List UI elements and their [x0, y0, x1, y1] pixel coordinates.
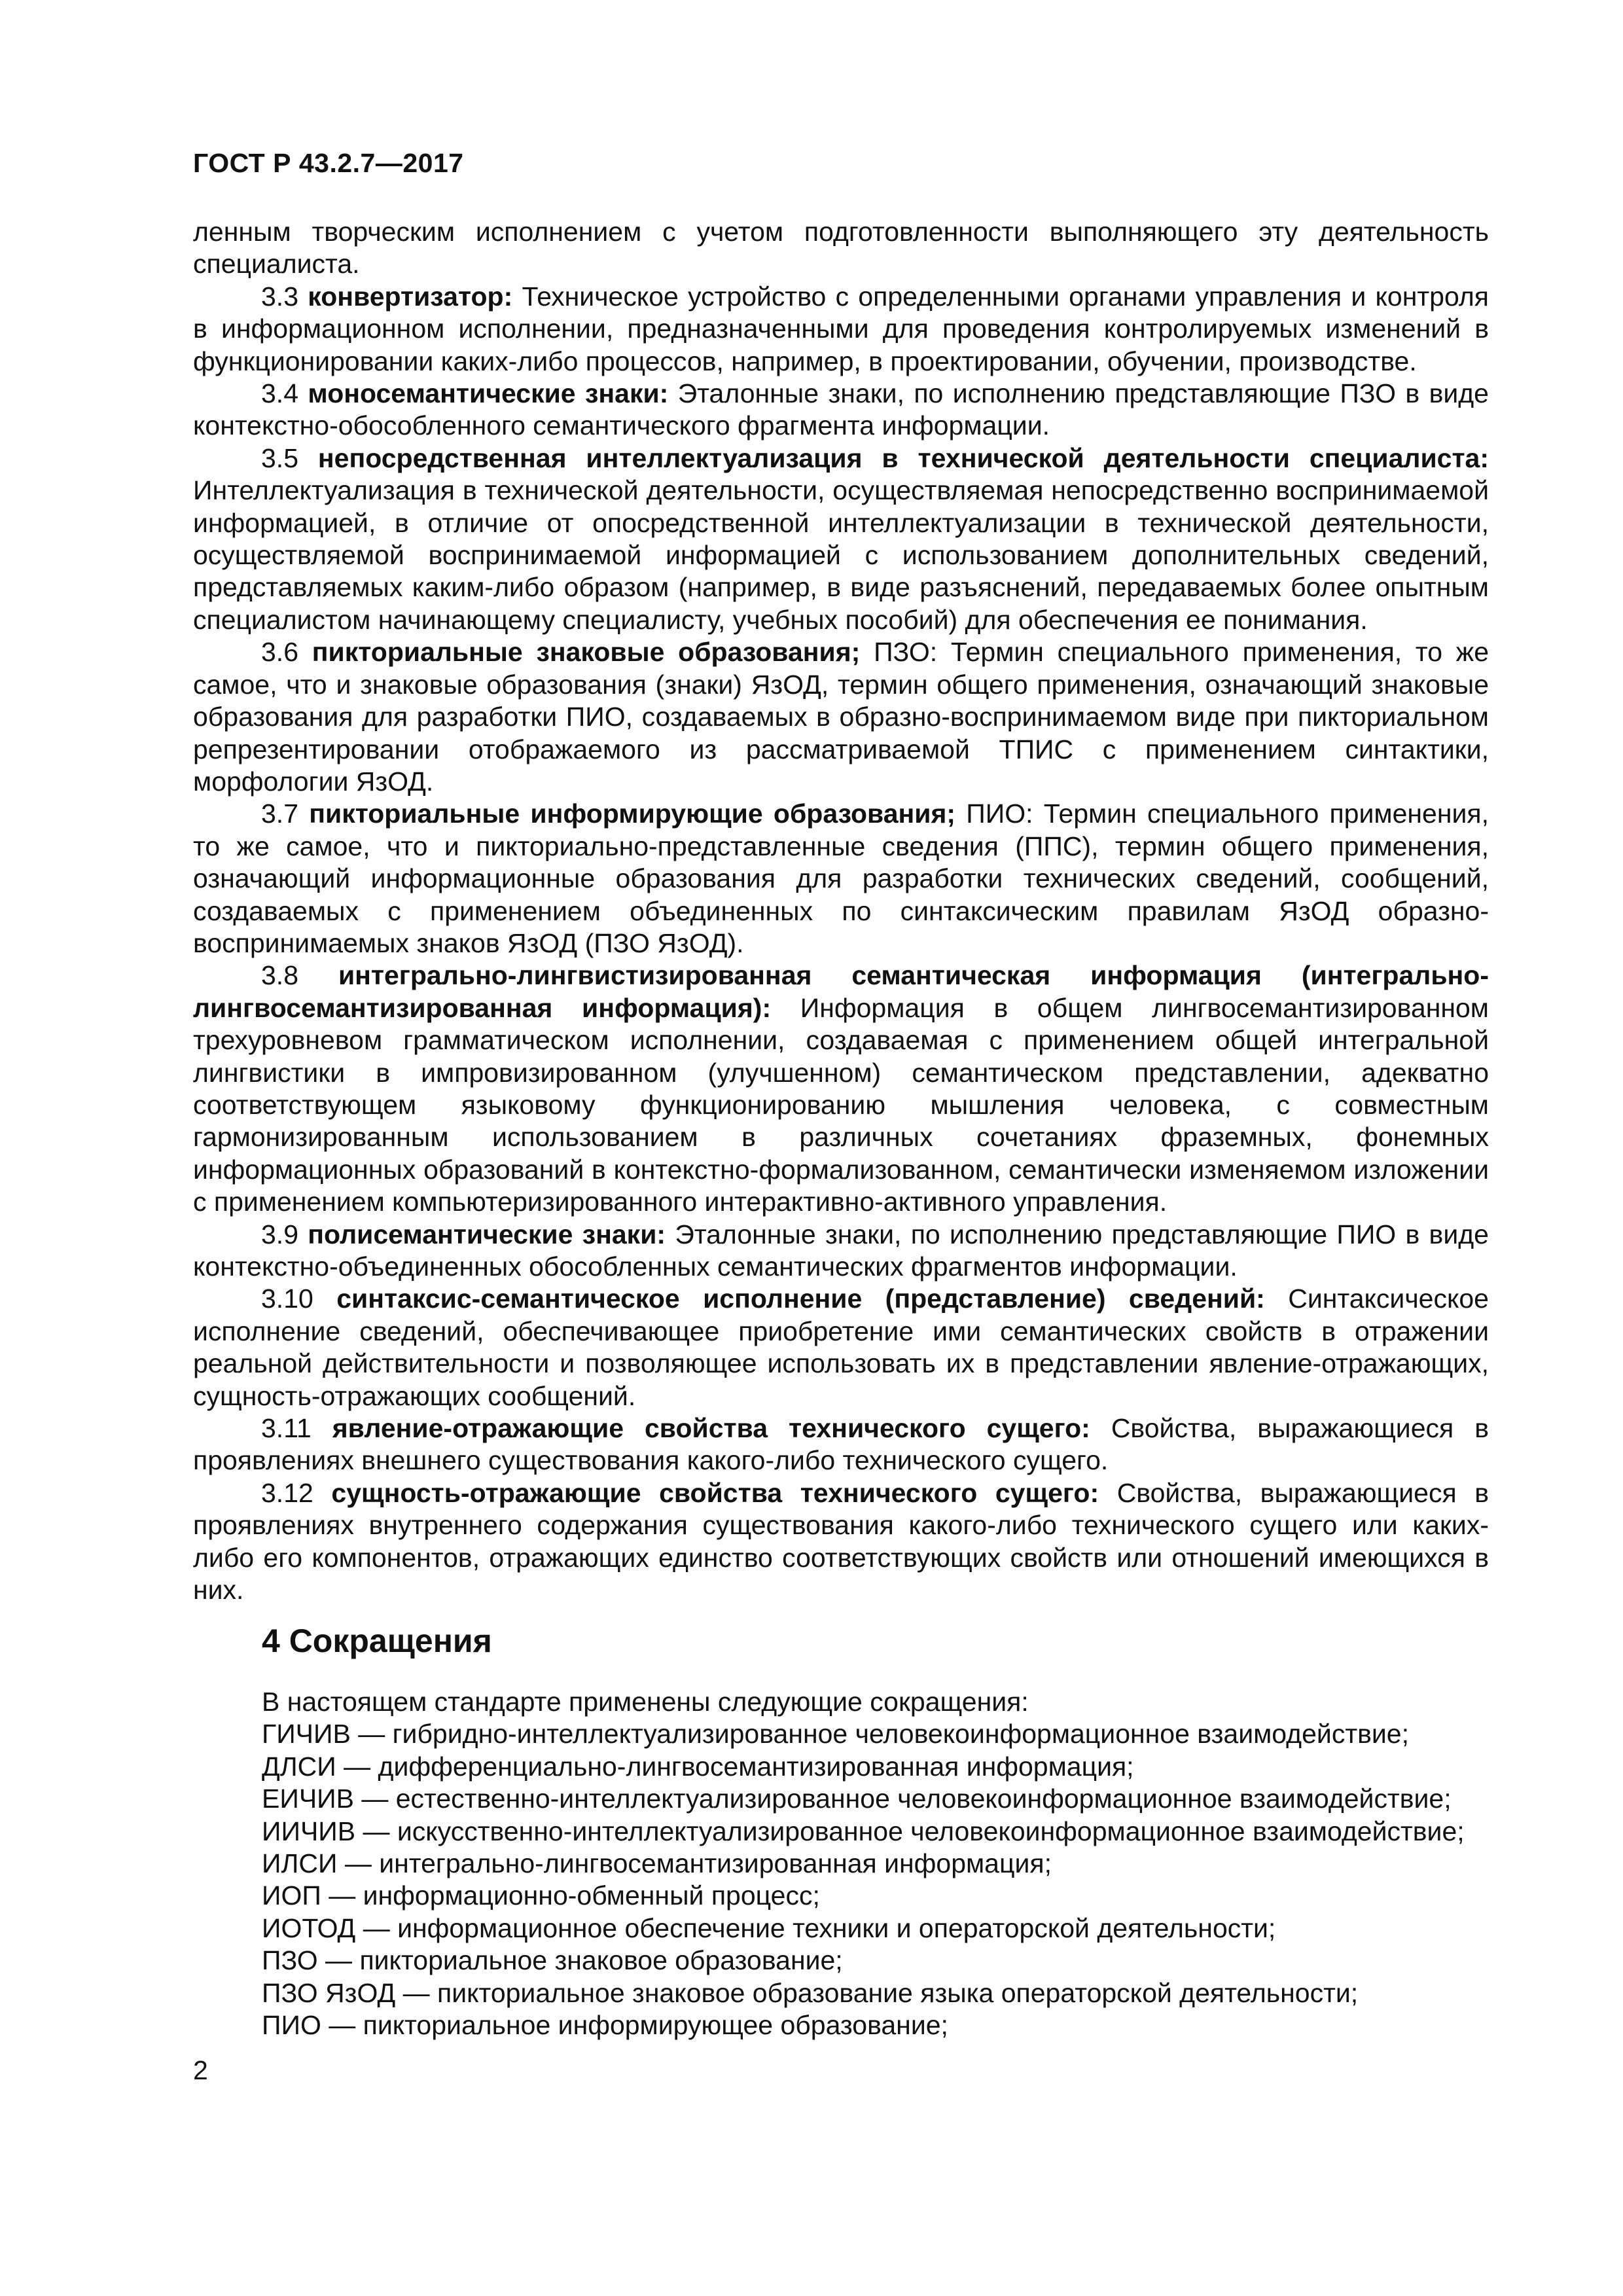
section-heading: 4 Сокращения	[262, 1623, 492, 1659]
term-paragraph	[193, 442, 1489, 636]
term-definition: Интеллектуализация в технической деятельности, осуществляемая непосредственно воспринимаемой информацией, в отличие от опосредственной интеллектуализации в технической деятельности, осуществляемой воспринимаемой информацией с использованием дополнительных сведений, представляемых каким-либо образом (например, в виде разъяснений, передаваемых более опытным специалистом начинающему специалисту, учебных пособий) для обеспечения ее понимания.	[193, 475, 1489, 635]
term-definition: Синтаксическое исполнение сведений, обеспечивающее приобретение ими семантических свойств в отражении реальной действительности и позволяющее использовать их в представлении явление-отражающих, сущность-отражающих сообщений.	[193, 1283, 1489, 1411]
term-number: 3.6	[261, 637, 298, 668]
abbreviation-item: ИОТОД — информационное обеспечение техники и операторской деятельности;	[262, 1912, 1276, 1943]
term-name: непосредственная интеллектуализация в технической деятельности специалиста:	[317, 442, 1489, 473]
term-name: моносемантические знаки:	[308, 378, 669, 409]
term-definition: ПЗО: Термин специального применения, то же самое, что и знаковые образования (знаки) ЯзОД, термин общего применения, означающий знаковые образования для разработки ПИО, создаваемых в образно-воспринимаемом виде при пикториальном репрезентировании отображаемого из рассматриваемой ТПИС с применением синтактики, морфологии ЯзОД.	[193, 637, 1489, 797]
abbreviation-item: ГИЧИВ — гибридно-интеллектуализированное человекоинформационное взаимодействие;	[262, 1719, 1409, 1749]
term-paragraph	[193, 1477, 1489, 1607]
abbreviation-item: ИИЧИВ — искусственно-интеллектуализированное человекоинформационное взаимодействие;	[262, 1816, 1465, 1846]
term-paragraph	[193, 378, 1489, 442]
term-definition: Свойства, выражающиеся в проявлениях внутреннего содержания существования какого-либо технического сущего или каких-либо его компонентов, отражающих единство соответствующих свойств или отношений имеющихся в них.	[193, 1477, 1489, 1605]
abbreviations-list	[262, 1686, 1492, 2041]
term-number: 3.10	[261, 1283, 313, 1314]
term-number: 3.7	[261, 798, 298, 829]
term-number: 3.8	[261, 960, 298, 991]
abbreviation-item: ИОП — информационно-обменный процесс;	[262, 1880, 820, 1911]
abbreviation-item: ИЛСИ — интегрально-лингвосемантизированная информация;	[262, 1848, 1052, 1879]
term-name: интегрально-лингвистизированная семантическая информация (интегрально-лингвосемантизированная информация):	[193, 960, 1489, 1023]
term-number: 3.9	[261, 1219, 298, 1249]
page-number: 2	[193, 2055, 208, 2085]
abbreviation-item: ПЗО ЯзОД — пикториальное знаковое образование языка операторской деятельности;	[262, 1977, 1359, 2008]
term-name: явление-отражающие свойства технического сущего:	[332, 1413, 1090, 1444]
abbreviation-item: ЕИЧИВ — естественно-интеллектуализированное человекоинформационное взаимодействие;	[262, 1784, 1452, 1814]
term-name: конвертизатор:	[308, 281, 513, 312]
term-definition: Свойства, выражающиеся в проявлениях внешнего существования какого-либо технического сущего.	[193, 1413, 1489, 1476]
term-paragraph	[193, 960, 1489, 1218]
term-paragraph	[193, 1283, 1489, 1412]
term-name: полисемантические знаки:	[308, 1219, 666, 1249]
abbreviation-item: ПЗО — пикториальное знаковое образование;	[262, 1945, 843, 1976]
abbreviations-intro: В настоящем стандарте применены следующие сокращения:	[262, 1687, 1029, 1717]
term-number: 3.3	[261, 281, 298, 312]
page-header-doc-id: ГОСТ Р 43.2.7—2017	[193, 148, 464, 178]
term-paragraph	[193, 1412, 1489, 1477]
term-name: пикториальные знаковые образования;	[312, 637, 861, 668]
term-number: 3.5	[261, 442, 298, 473]
term-number: 3.4	[261, 378, 298, 409]
term-definition: ПИО: Термин специального применения, то же самое, что и пикториально-представленные сведения (ППС), термин общего применения, означающий информационные образования для разработки технических сведений, сообщений, создаваемых с применением объединенных по синтаксическим правилам ЯзОД образно-воспринимаемых знаков ЯзОД (ПЗО ЯзОД).	[193, 798, 1489, 958]
term-definition: Техническое устройство с определенными органами управления и контроля в информационном исполнении, предназначенными для проведения контролируемых изменений в функционировании каких-либо процессов, например, в проектировании, обучении, производстве.	[193, 281, 1489, 376]
term-name: пикториальные информирующие образования;	[309, 798, 956, 829]
term-number: 3.11	[261, 1413, 312, 1444]
term-definition: Эталонные знаки, по исполнению представляющие ПИО в виде контекстно-объединенных обособленных семантических фрагментов информации.	[193, 1219, 1489, 1282]
abbreviation-item: ДЛСИ — дифференциально-лингвосемантизированная информация;	[262, 1751, 1134, 1782]
term-paragraph	[193, 281, 1489, 378]
terms-body	[193, 216, 1489, 1606]
term-paragraph	[193, 636, 1489, 798]
abbreviation-item: ПИО — пикториальное информирующее образование;	[262, 2010, 948, 2041]
term-name: синтаксис-семантическое исполнение (представление) сведений:	[336, 1283, 1265, 1314]
continuation-paragraph: ленным творческим исполнением с учетом подготовленности выполняющего эту деятельность специалиста.	[193, 217, 1489, 279]
term-paragraph	[193, 798, 1489, 960]
term-definition: Информация в общем лингвосемантизированном трехуровневом грамматическом исполнении, создаваемая с применением общей интегральной лингвистики в импровизированном (улучшенном) семантическом представлении, адекватно соответствующем языковому функционированию мышления человека, с совместным гармонизированным использованием в различных сочетаниях фраземных, фонемных информационных образований в контекстно-формализованном, семантически изменяемом изложении с применением компьютеризированного интерактивно-активного управления.	[193, 992, 1489, 1217]
term-paragraph	[193, 1219, 1489, 1283]
term-number: 3.12	[261, 1477, 313, 1508]
term-definition: Эталонные знаки, по исполнению представляющие ПЗО в виде контекстно-обособленного семантического фрагмента информации.	[193, 378, 1489, 441]
term-name: сущность-отражающие свойства технического сущего:	[331, 1477, 1099, 1508]
